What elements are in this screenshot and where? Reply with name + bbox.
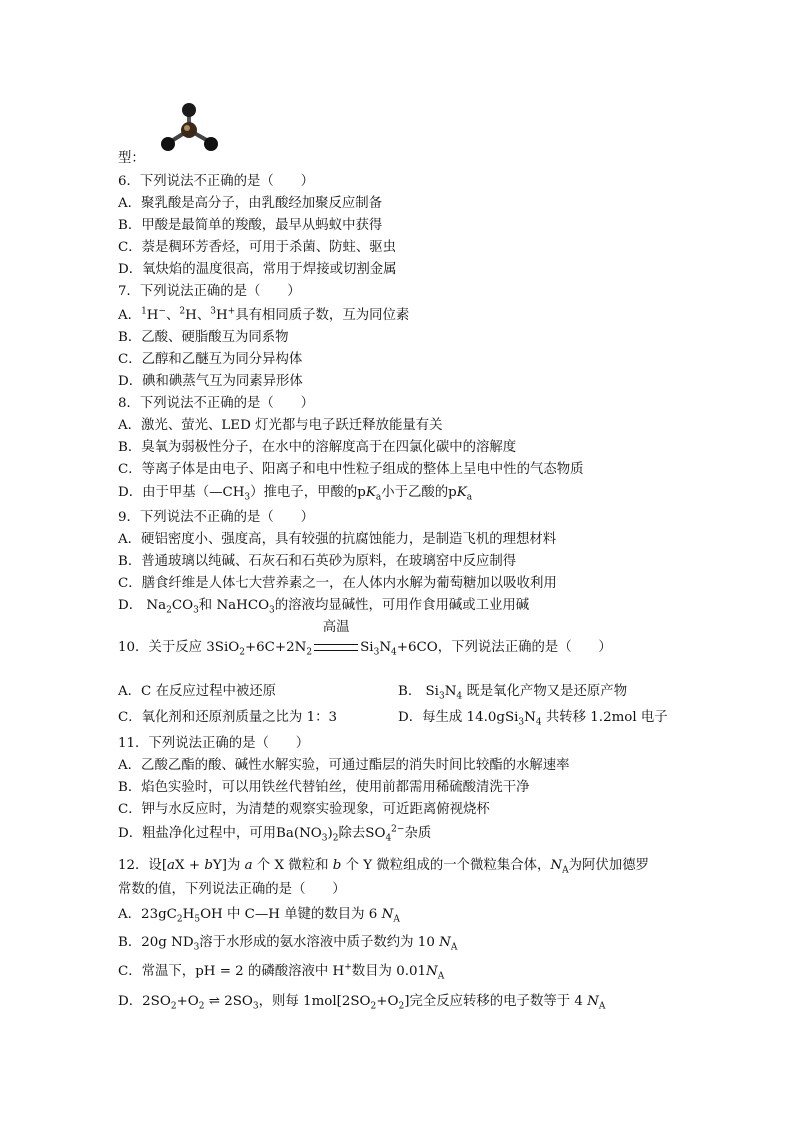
- q8-stem: 8．下列说法不正确的是（ ）: [118, 396, 314, 411]
- q6-option-c: C．萘是稠环芳香烃，可用于杀菌、防蛀、驱虫: [118, 240, 397, 255]
- q12-stem-d: 为阿伏加德罗: [568, 858, 649, 873]
- q11-option-b: B．焰色实验时，可以用铁丝代替铂丝，使用前都需用稀硫酸清洗干净: [118, 780, 530, 795]
- q7-option-b: B．乙酸、硬脂酸互为同系物: [118, 330, 289, 345]
- q9-d-text: 的溶液均显碱性，可用作食用碱或工业用碱: [274, 598, 530, 613]
- molecule-ball-stick-model: [158, 102, 220, 154]
- q7-stem: 7．下列说法正确的是（ ）: [118, 284, 301, 299]
- q8-option-d: D．由于甲基$(—CH_3)$推电子，甲酸的$pK_a$小于乙酸的$pK_a$: [118, 485, 473, 503]
- q12-d-mid: 2SO: [224, 994, 253, 1009]
- q11-option-c: C．钾与水反应时，为清楚的观察实验现象，可近距离俯视烧杯: [118, 802, 490, 817]
- q12-a-post: OH 中 C—H 单键的数目为 6: [200, 907, 378, 922]
- q8-d-pre: D．由于甲基（—CH: [118, 485, 245, 500]
- q12-option-b: B．20g $ND_3$溶于水形成的氨水溶液中质子数约为 10 $N_A$: [118, 935, 458, 953]
- fragment-label: 型：: [118, 151, 145, 166]
- q10-option-a: A．C 在反应过程中被还原: [118, 684, 277, 699]
- q10-d-post: 共转移 1.2mol 电子: [545, 710, 668, 725]
- q10-option-b: B． $Si_3N_4$ 既是氧化产物又是还原产物: [398, 684, 628, 702]
- q12-d-pre: D．2SO: [118, 994, 171, 1009]
- q6-stem: 6．下列说法不正确的是（ ）: [118, 174, 314, 189]
- q7-option-a: A．$^1$H−、$^2$H、$^3$H+具有相同质子数，互为同位素: [118, 306, 410, 323]
- q12-stem-b: 个 X 微粒和: [256, 858, 329, 873]
- q12-c-pre: C．常温下，pH = 2 的磷酸溶液中 H: [118, 964, 345, 979]
- q8-d-mid2: 小于乙酸的p: [381, 485, 457, 500]
- q12-d-post: 完全反应转移的电子数等于 4: [409, 994, 583, 1009]
- q12-b-pre: B．20g ND: [118, 935, 194, 950]
- q11-option-d: D．粗盐净化过程中，可用$Ba(NO_3)_2$除去$SO_4^{2-}$杂质: [118, 824, 432, 844]
- q10-d-pre: D．每生成 14.0gSi: [398, 710, 519, 725]
- q10-option-c: C．氧化剂和还原剂质量之比为 1：3: [118, 710, 338, 725]
- q12-b-post: 溶于水形成的氨水溶液中质子数约为 10: [199, 935, 435, 950]
- q12-option-d: D．$2SO_2+O_2$ ⇌ $2SO_3$，则每 $1mol[2SO_2+O_2]$完全反应转移的电子数等于 4 $N_A$: [118, 994, 606, 1012]
- q9-option-b: B．普通玻璃以纯碱、石灰石和石英砂为原料，在玻璃窑中反应制得: [118, 554, 517, 569]
- q10-option-d: D．每生成 $14.0gSi_3N_4$ 共转移 1.2mol 电子: [398, 710, 668, 728]
- q8-option-c: C．等离子体是由电子、阳离子和电中性粒子组成的整体上呈电中性的气态物质: [118, 462, 584, 477]
- q7-option-a-text: 具有相同质子数，互为同位素: [235, 308, 410, 323]
- q11-stem: 11．下列说法正确的是（ ）: [118, 736, 310, 751]
- q10-b-text: 既是氧化产物又是还原产物: [466, 684, 628, 699]
- q6-option-a: A．聚乳酸是高分子，由乳酸经加聚反应制备: [118, 196, 383, 211]
- q10-stem-post: ，下列说法正确的是（ ）: [437, 640, 612, 655]
- q9-stem: 9．下列说法不正确的是（ ）: [118, 510, 314, 525]
- q10-stem-pre: 10．关于反应 3SiO: [118, 640, 240, 655]
- q12-a-mid: H: [182, 907, 195, 922]
- q12-a-pre: A．23gC: [118, 907, 177, 922]
- q8-option-b: B．臭氧为弱极性分子，在水中的溶解度高于在四氯化碳中的溶解度: [118, 440, 517, 455]
- q12-c-post: 数目为 0.01: [351, 964, 427, 979]
- q7-option-c: C．乙醇和乙醚互为同分异构体: [118, 352, 303, 367]
- q12-stem-c: 个 Y 微粒组成的一个微粒集合体，: [345, 858, 551, 873]
- q11-d-pre: D．粗盐净化过程中，可用: [118, 826, 277, 841]
- q8-option-a: A．激光、萤光、LED 灯光都与电子跃迁释放能量有关: [118, 418, 443, 433]
- q12-stem-a: 为: [226, 858, 241, 873]
- q12-d-mid2: ，则每 1mol: [258, 994, 337, 1009]
- q8-d-mid: ）推电子，甲酸的p: [250, 485, 366, 500]
- q12-stem-line2: 常数的值，下列说法正确的是（ ）: [118, 882, 346, 897]
- q12-option-a: A．$23gC_2H_5OH$ 中 C—H 单键的数目为 6 $N_A$: [118, 907, 400, 925]
- q12-stem-line1: 12．设[aX + bY]为 a 个 X 微粒和 b 个 Y 微粒组成的一个微粒集合体，$N_A$为阿伏加德罗: [118, 858, 649, 876]
- q6-option-d: D．氧炔焰的温度很高，常用于焊接或切割金属: [118, 262, 397, 277]
- q9-option-a: A．硬铝密度小、强度高，具有较强的抗腐蚀能力，是制造飞机的理想材料: [118, 532, 557, 547]
- q9-option-c: C．膳食纤维是人体七大营养素之一，在人体内水解为葡萄糖加以吸收利用: [118, 576, 557, 591]
- q12-option-c: C．常温下，pH = 2 的磷酸溶液中 H+数目为 $0.01N_A$: [118, 962, 445, 982]
- q7-option-d: D．碘和碘蒸气互为同素异形体: [118, 374, 303, 389]
- q11-option-a: A．乙酸乙酯的酸、碱性水解实验，可通过酯层的消失时间比较酯的水解速率: [118, 758, 570, 773]
- q9-option-d: D． $Na_2CO_3$和 NaHCO$_3$的溶液均显碱性，可用作食用碱或工业用碱: [118, 598, 530, 616]
- q10-stem: 10．关于反应 $3SiO_2+6C+2N_2$ 高温 $Si_3N_4+6CO$，下列说法正确的是（ ）: [118, 620, 612, 658]
- q10-condition: 高温: [322, 620, 350, 635]
- q11-d-post: 杂质: [404, 826, 432, 841]
- q6-option-b: B．甲酸是最简单的羧酸，最早从蚂蚁中获得: [118, 218, 383, 233]
